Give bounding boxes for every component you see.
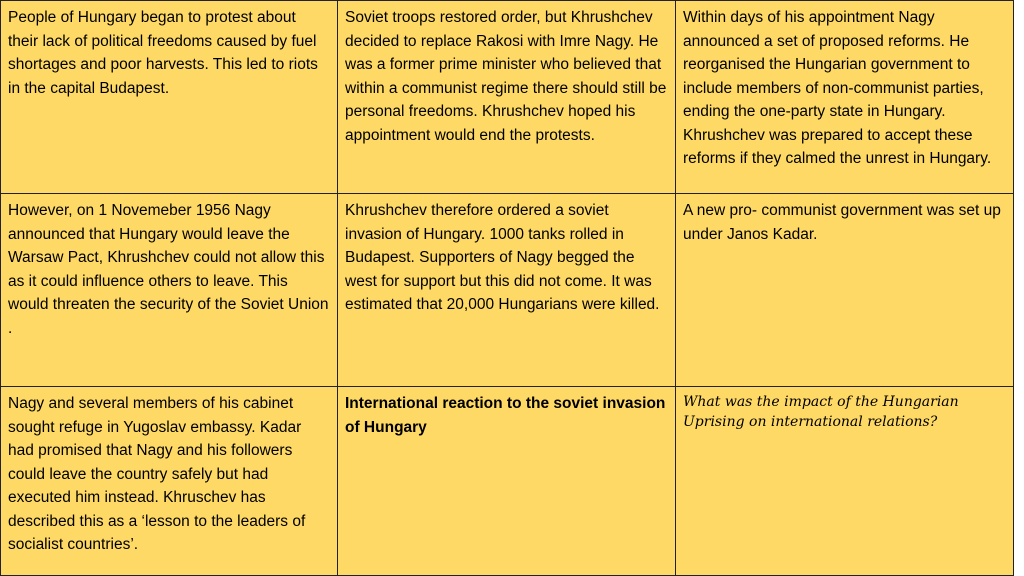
cell-text: People of Hungary began to protest about their lack of political freedoms caused by fuel shortages and poor harvests. This led to riots in the capital Budapest.: [8, 9, 318, 97]
cell-text: Nagy and several members of his cabinet sought refuge in Yugoslav embassy. Kadar had promised that Nagy and his followers could leave the country safely but had executed him instead. Khruschev has described this as a ‘lesson to the leaders of socialist countries’.: [8, 395, 306, 553]
cell-text: However, on 1 Novemeber 1956 Nagy announced that Hungary would leave the Warsaw Pact, Khrushchev could not allow this as it could influence others to leave. This would threaten the security of the Soviet Union .: [8, 202, 329, 337]
cell-invasion: [338, 194, 676, 387]
cell-reforms: [676, 1, 1014, 194]
cell-protests: [1, 1, 338, 194]
cell-nagy-executed: [1, 387, 338, 576]
cell-text: A new pro- communist government was set up under Janos Kadar.: [683, 202, 1001, 243]
cell-question-text: What was the impact of the Hungarian Uprising on international relations?: [683, 394, 959, 430]
table-row: [1, 387, 1014, 576]
cell-international-reaction: [338, 387, 676, 576]
table-row: [1, 194, 1014, 387]
cell-warsaw-pact: [1, 194, 338, 387]
table-row: [1, 1, 1014, 194]
cell-kadar-government: [676, 194, 1014, 387]
cell-nagy-appointed: [338, 1, 676, 194]
cell-question: [676, 387, 1014, 576]
cell-text: Within days of his appointment Nagy announced a set of proposed reforms. He reorganised the Hungarian government to include members of non-communist parties, ending the one-party state in Hungary. Khrushchev was prepared to accept these reforms if they calmed the unrest in Hungary.: [683, 9, 992, 167]
cell-text: Soviet troops restored order, but Khrushchev decided to replace Rakosi with Imre Nagy. He was a former prime minister who believed that within a communist regime there should still be personal freedoms. Khrushchev hoped his appointment would end the protests.: [345, 9, 667, 144]
cell-text: Khrushchev therefore ordered a soviet invasion of Hungary. 1000 tanks rolled in Budapest. Supporters of Nagy begged the west for support but this did not come. It was estimated that 20,000 Hungarians were killed.: [345, 202, 660, 313]
cell-heading: International reaction to the soviet invasion of Hungary: [345, 395, 666, 436]
